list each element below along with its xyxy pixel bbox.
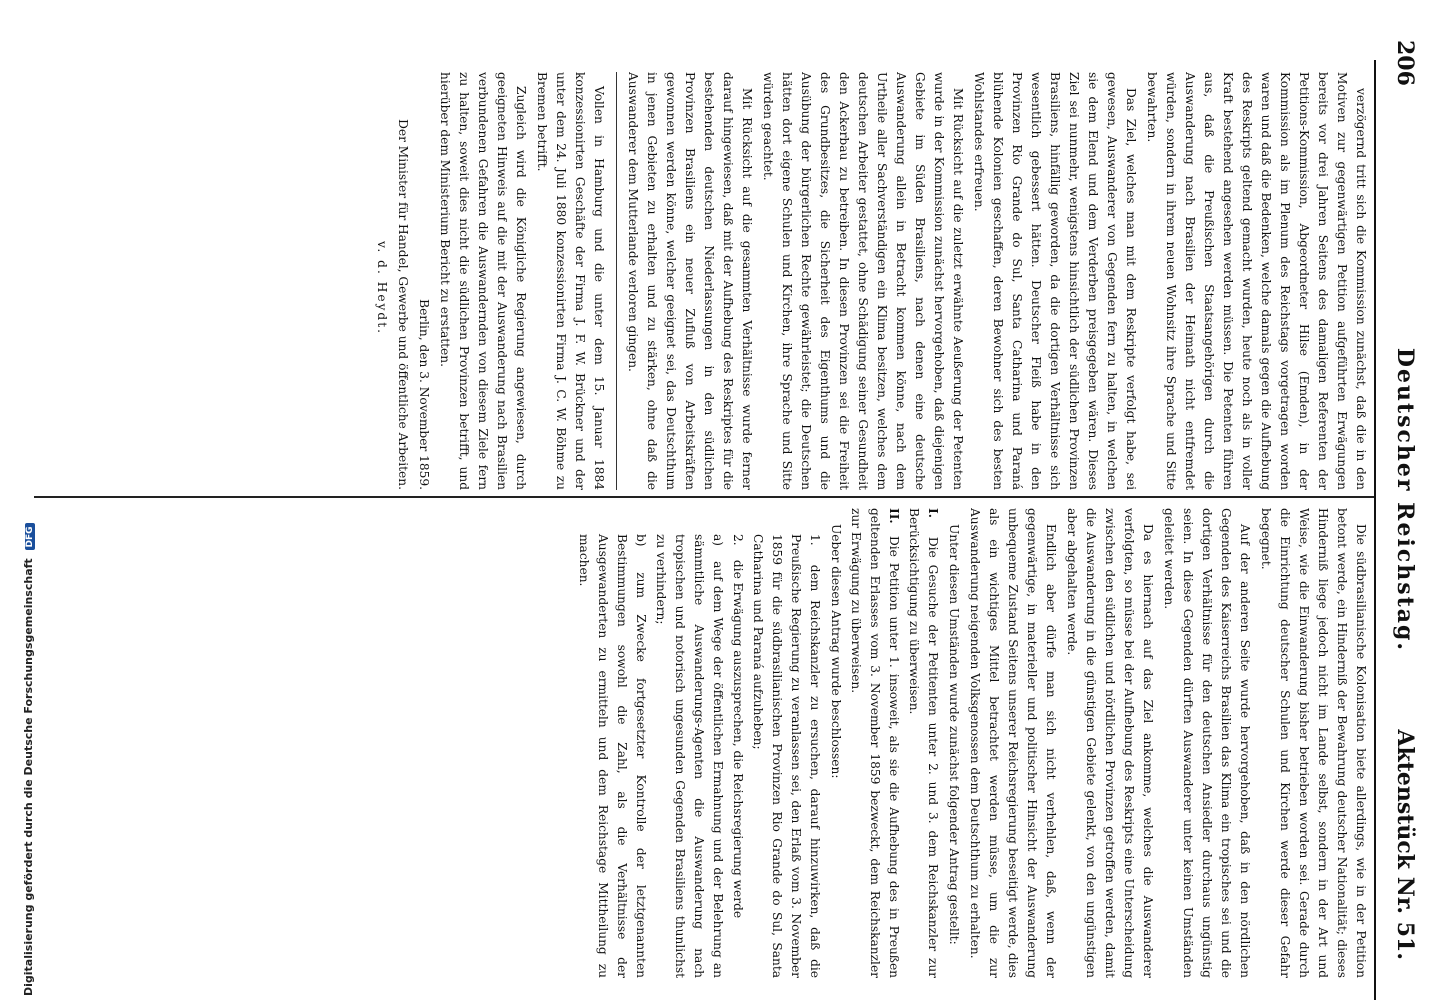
left-paragraph-3: Mit Rücksicht auf die zuletzt erwähnte Aeußerung der Petenten wurde in der Kommission zunächst hervorgehoben, daß diejenigen Gebiete im Süden Brasiliens, nach denen eine deutsche Auswanderung allein in Betracht kommen könne, nach dem Urtheile aller Sachverständigen ein Klima besitzen, welches dem deutschen Arbeiter gestattet, ohne Schädigung seiner Gesundheit den Ackerbau zu betreiben. In diesen Provinzen sei die Freiheit des Grundbesitzes, die Sicherheit des Eigenthums und die Ausübung der bürgerlichen Rechte gewährleistet; die Deutschen hätten dort eigene Schulen und Kirchen, ihre Sprache und Sitte würden geachtet. [761,72,965,490]
left-paragraph-2: Das Ziel, welches man mit dem Reskripte verfolgt habe, sei gewesen, Auswanderer von Gegenden fern zu halten, in welchen sie dem Elend und dem Verderben preisgegeben wären. Dieses Ziel sei nunmehr, wenigstens hinsichtlich der südlichen Provinzen Brasiliens, hinfällig geworden, da die dortigen Verhältnisse sich wesentlich gebessert hätten. Deutscher Fleiß habe in den Provinzen Rio Grande do Sul, Santa Catharina und Paraná blühende Kolonien geschaffen, deren Bewohner sich des besten Wohlstandes erfreuen. [972,72,1138,490]
issue-label: Aktenstück Nr. 51. [1392,729,1418,960]
resolution-number: a) [711,534,725,547]
motion-text: Die Petition unter 1. insoweit, als sie die Aufhebung des in Preußen geltenden Erlasses vom 3. November 1859 bezweckt, dem Reichskanzler zur Erwägung zu überweisen. [849,508,901,978]
right-paragraph-2: Auf der anderen Seite wurde hervorgehoben, daß in den nördlichen Gegenden des Kaiserreichs Brasilien das Klima ein tropisches sei und die dortigen Verhältnisse für den deutschen Ansiedler durchaus ungünstig seien. In diese Gegenden dürften Auswanderer unter keinen Umständen geleitet werden. [1162,508,1252,978]
resolution-intro: Ueber diesen Antrag wurde beschlossen: [829,524,843,779]
resolution-number: 2. [731,534,745,546]
motion-number: II. [887,508,901,524]
right-paragraph-1: Die südbrasilianische Kolonisation biete allerdings, wie in der Petition betont werde, ein Hinderniß der Bewahrung deutscher Nationalität; dieses Hinderniß liege jedoch nicht im Lande selbst, sondern in der Art und Weise, wie die Einwanderung bisher betrieben worden sei. Gerade durch die Einrichtung deutscher Schulen und Kirchen werde dieser Gefahr begegnet. [1259,508,1368,978]
header-rule [1374,60,1376,1000]
motion-item [846,508,903,978]
credit-text: Digitalisierung gefördert durch die Deutsche Forschungsgemeinschaft [22,558,35,996]
right-column [20,508,1370,978]
resolution-text: zum Zwecke fortgesetzter Kontrolle der letztgenannten Bestimmungen sowohl die Zahl, als die Verhältnisse der Ausgewanderten zu ermitteln und dem Reichstage Mittheilung zu machen. [577,534,648,978]
left-paragraph-1: verzögernd tritt sich die Kommission zunächst, daß die in den Motiven zur gegenwärtigen Petition aufgeführten Erwägungen bereits vor drei Jahren Seitens des damaligen Referenten der Petitions-Kommission, Abgeordneter Hilse (Emden), in der Kommission als im Plenum des Reichstags vorgetragen worden waren und daß die Bedenken, welche damals gegen die Aufhebung des Reskripts geltend gemacht wurden, heute noch als in voller Kraft bestehend angesehen werden müssen. Die Petenten führen aus, daß die Preußischen Staatsangehörigen durch die Auswanderung nach Brasilien der Heimath nicht entfremdet würden, sondern in ihrem neuen Wohnsitz ihre Sprache und Sitte bewahrten. [1145,72,1368,490]
notice-paragraph-1: Vollen in Hamburg und die unter dem 15. Januar 1884 konzessionirten Geschäfte der Firma J. F. W. Brückner und der unter dem 24. Juli 1880 konzessionirten Firma J. C. W. Böhme zu Bremen betrifft. [535,72,606,490]
right-paragraph-3: Da es hiernach auf das Ziel ankomme, welches die Auswanderer verfolgten, so müsse bei der Aufhebung des Reskripts eine Unterscheidung zwischen den südlichen und nördlichen Provinzen getroffen werden, damit die Auswanderung in die günstigen Gebiete gelenkt, von den ungünstigen aber abgehalten werde. [1065,508,1155,978]
motion-item [904,508,942,978]
notice-date: Berlin, den 3. November 1859. [417,299,431,490]
notice-signer-title: Der Minister für Handel, Gewerbe und öffentliche Arbeiten. [396,119,410,490]
resolution-text: dem Reichskanzler zu ersuchen, darauf hinzuwirken, daß die Preußische Regierung zu veranlassen sei, den Erlaß vom 3. November 1859 für die südbrasilianischen Provinzen Rio Grande do Sul, Santa Catharina und Paraná aufzuheben; [751,534,822,978]
resolution-number: 1. [808,534,822,546]
digitization-credit [4,526,35,1000]
resolution-text: auf dem Wege der öffentlichen Ermahnung und der Belehrung an sämmtliche Auswanderungs-Agenten die Auswanderung nach tropischen und notorisch ungesunden Gegenden Brasiliens thunlichst zu verhindern; [654,534,725,978]
motion-list [574,508,942,978]
page-title: Deutscher Reichstag. [1392,347,1418,653]
column-divider [34,496,1374,498]
motion-number: I. [926,508,940,518]
resolution-item [651,534,727,978]
notice-signer-name: v. d. Heydt. [375,240,389,336]
resolution-item [728,534,747,978]
resolution-item [748,534,824,978]
dfg-logo: DFG [25,523,35,550]
resolution-number: b) [634,534,648,547]
page-number: 206 [1392,40,1418,86]
right-paragraph-4: Endlich aber dürfe man sich nicht verhehlen, daß, wenn der gegenwärtige, in materieller und politischer Hinsicht der Auswanderung unbequeme Zustand Seitens unserer Reichsregierung beseitigt werde, dies als ein wichtiges Mittel betrachtet werden müsse, um die zur Auswanderung neigenden Volksgenossen dem Deutschthum zu erhalten. [968,508,1058,978]
ministerial-notice [372,72,617,490]
right-paragraph-5: Unter diesen Umständen wurde zunächst folgender Antrag gestellt: [947,524,961,945]
page-header [1378,40,1418,960]
left-column [20,72,1370,490]
resolution-item [574,534,650,978]
notice-paragraph-2: Zugleich wird die Königliche Regierung angewiesen, durch geeigneten Hinweis auf die mit der Auswanderung nach Brasilien verbundenen Gefahren die Auswandernden von diesem Ziele fern zu halten, soweit dies nicht die südlichen Provinzen betrifft, und hierüber dem Ministerium Bericht zu erstatten. [438,72,528,490]
resolution-text: die Erwägung auszusprechen, die Reichsregierung werde [731,559,745,919]
motion-text: Die Gesuche der Petitenten unter 2. und 3. dem Reichskanzler zur Berücksichtigung zu überweisen. [907,508,940,978]
left-paragraph-4: Mit Rücksicht auf die gesammten Verhältnisse wurde ferner darauf hingewiesen, daß mit der Aufhebung des Reskriptes für die bestehenden deutschen Niederlassungen in den südlichen Provinzen Brasiliens ein neuer Zufluß von Arbeitskräften gewonnen werden könne, welcher geeignet sei, das Deutschthum in jenen Gebieten zu erhalten und zu stärken, ohne daß die Auswanderer dem Mutterlande verloren gingen. [626,72,754,490]
